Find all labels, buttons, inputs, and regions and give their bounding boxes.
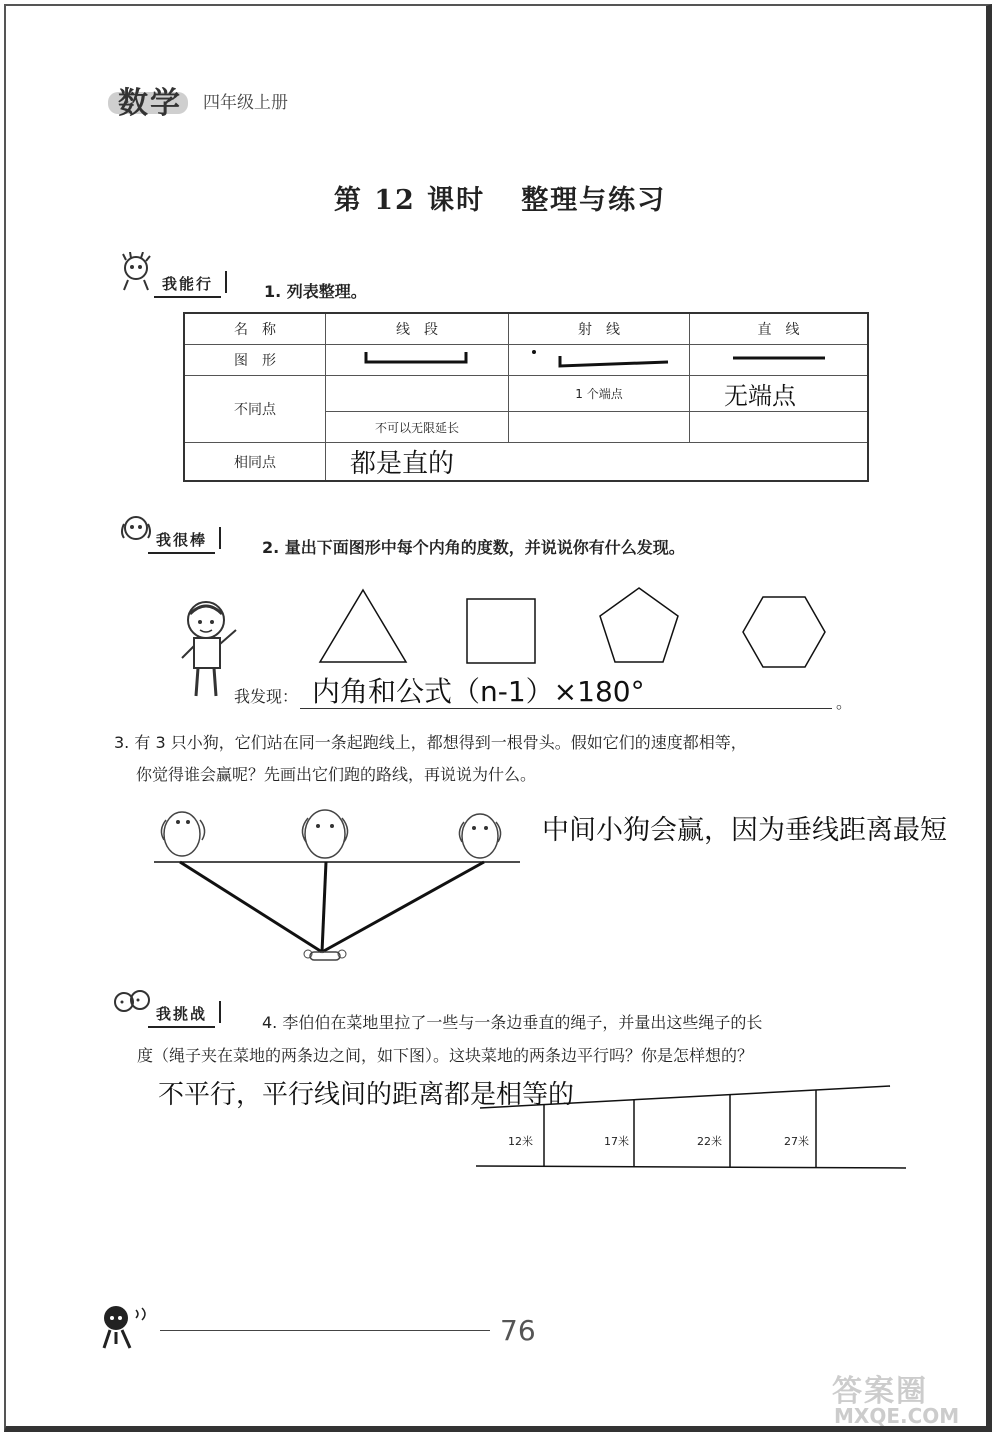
watermark-url: MXQE.COM bbox=[834, 1404, 960, 1428]
same-answer: 都是直的 bbox=[350, 449, 455, 479]
ray-diff-bottom bbox=[509, 412, 690, 443]
segment-drawing bbox=[362, 348, 472, 368]
dog-left-icon bbox=[161, 812, 204, 856]
footer-line bbox=[160, 1330, 490, 1331]
header-name: 名 称 bbox=[184, 313, 326, 345]
hexagon-shape bbox=[742, 596, 826, 668]
segment-diff-text: 不可以无限延长 bbox=[374, 420, 459, 435]
question-4-line1: 4. 李伯伯在菜地里拉了一些与一条边垂直的绳子，并量出这些绳子的长 bbox=[262, 1013, 763, 1032]
grade-label: 四年级上册 bbox=[203, 93, 288, 113]
row-figure-label: 图 形 bbox=[184, 345, 326, 376]
field-bottom-edge bbox=[476, 1166, 906, 1168]
dog-middle-icon bbox=[302, 810, 347, 858]
ray-figure bbox=[509, 345, 690, 376]
badge-wo-tiao-zhan: 我挑战 bbox=[148, 1001, 215, 1028]
rope-4-length: 27米 bbox=[784, 1135, 809, 1148]
page-border bbox=[4, 4, 992, 1432]
line-diff bbox=[690, 376, 869, 412]
answer-line bbox=[300, 708, 832, 709]
header-ray: 射 线 bbox=[509, 313, 690, 345]
discovery-label: 我发现： bbox=[234, 687, 299, 706]
badge-wo-neng-xing: 我能行 bbox=[154, 271, 221, 298]
lesson-name: 整理与练习 bbox=[521, 185, 667, 216]
question-3-line2: 你觉得谁会赢呢？先画出它们跑的路线，再说说为什么。 bbox=[136, 765, 537, 784]
path-right bbox=[322, 862, 484, 952]
summary-table bbox=[183, 312, 869, 482]
end-mark: 。 bbox=[836, 693, 853, 712]
segment-figure bbox=[326, 345, 509, 376]
ray-diff bbox=[509, 376, 690, 412]
same-cell bbox=[326, 443, 869, 482]
ray-drawing bbox=[524, 346, 674, 370]
line-diff-bottom bbox=[690, 412, 869, 443]
question-1: 1. 列表整理。 bbox=[264, 282, 367, 301]
bone-icon bbox=[304, 950, 346, 960]
segment-diff-top bbox=[326, 376, 509, 412]
header-segment: 线 段 bbox=[326, 313, 509, 345]
mascot-icon bbox=[118, 252, 154, 292]
field-top-edge bbox=[480, 1086, 890, 1108]
rope-2-length: 17米 bbox=[604, 1135, 629, 1148]
badge-wo-hen-bang: 我很棒 bbox=[148, 527, 215, 554]
subject-title: 数学 bbox=[118, 86, 182, 121]
footer-mascot-icon bbox=[96, 1300, 152, 1352]
discovery-answer: 内角和公式（n-1）×180° bbox=[312, 675, 645, 708]
page-number: 76 bbox=[500, 1314, 536, 1347]
rope-1-length: 12米 bbox=[508, 1135, 533, 1148]
line-diff-answer: 无端点 bbox=[724, 382, 796, 410]
header-line: 直 线 bbox=[690, 313, 869, 345]
dog-right-icon bbox=[459, 814, 500, 858]
question-4-line2: 度（绳子夹在菜地的两条边之间，如下图）。这块菜地的两条边平行吗？你是怎样想的？ bbox=[137, 1046, 754, 1065]
lesson-number: 第 12 课时 bbox=[333, 185, 486, 216]
row-same-label: 相同点 bbox=[184, 443, 326, 482]
watermark-text: 答案圈 bbox=[832, 1374, 928, 1409]
segment-diff bbox=[326, 412, 509, 443]
question-2: 2. 量出下面图形中每个内角的度数，并说说你有什么发现。 bbox=[262, 538, 685, 557]
question-4-answer: 不平行，平行线间的距离都是相等的 bbox=[158, 1080, 575, 1110]
path-left bbox=[180, 862, 322, 952]
line-drawing bbox=[729, 348, 829, 368]
square-shape bbox=[466, 598, 536, 664]
question-3-line1: 3. 有 3 只小狗，它们站在同一条起跑线上，都想得到一根骨头。假如它们的速度都相等， bbox=[114, 733, 747, 752]
field-diagram bbox=[470, 1080, 910, 1174]
line-figure bbox=[690, 345, 869, 376]
rope-3-length: 22米 bbox=[697, 1135, 722, 1148]
ray-diff-text: 1 个端点 bbox=[575, 387, 623, 401]
pentagon-shape bbox=[598, 586, 680, 664]
triangle-shape bbox=[318, 588, 408, 664]
lesson-title bbox=[0, 178, 1000, 217]
path-middle bbox=[322, 862, 326, 952]
dogs-diagram bbox=[150, 800, 530, 970]
question-3-answer: 中间小狗会赢，因为垂线距离最短 bbox=[542, 815, 947, 846]
mascot-pair-icon bbox=[112, 982, 152, 1022]
row-diff-label: 不同点 bbox=[184, 376, 326, 443]
